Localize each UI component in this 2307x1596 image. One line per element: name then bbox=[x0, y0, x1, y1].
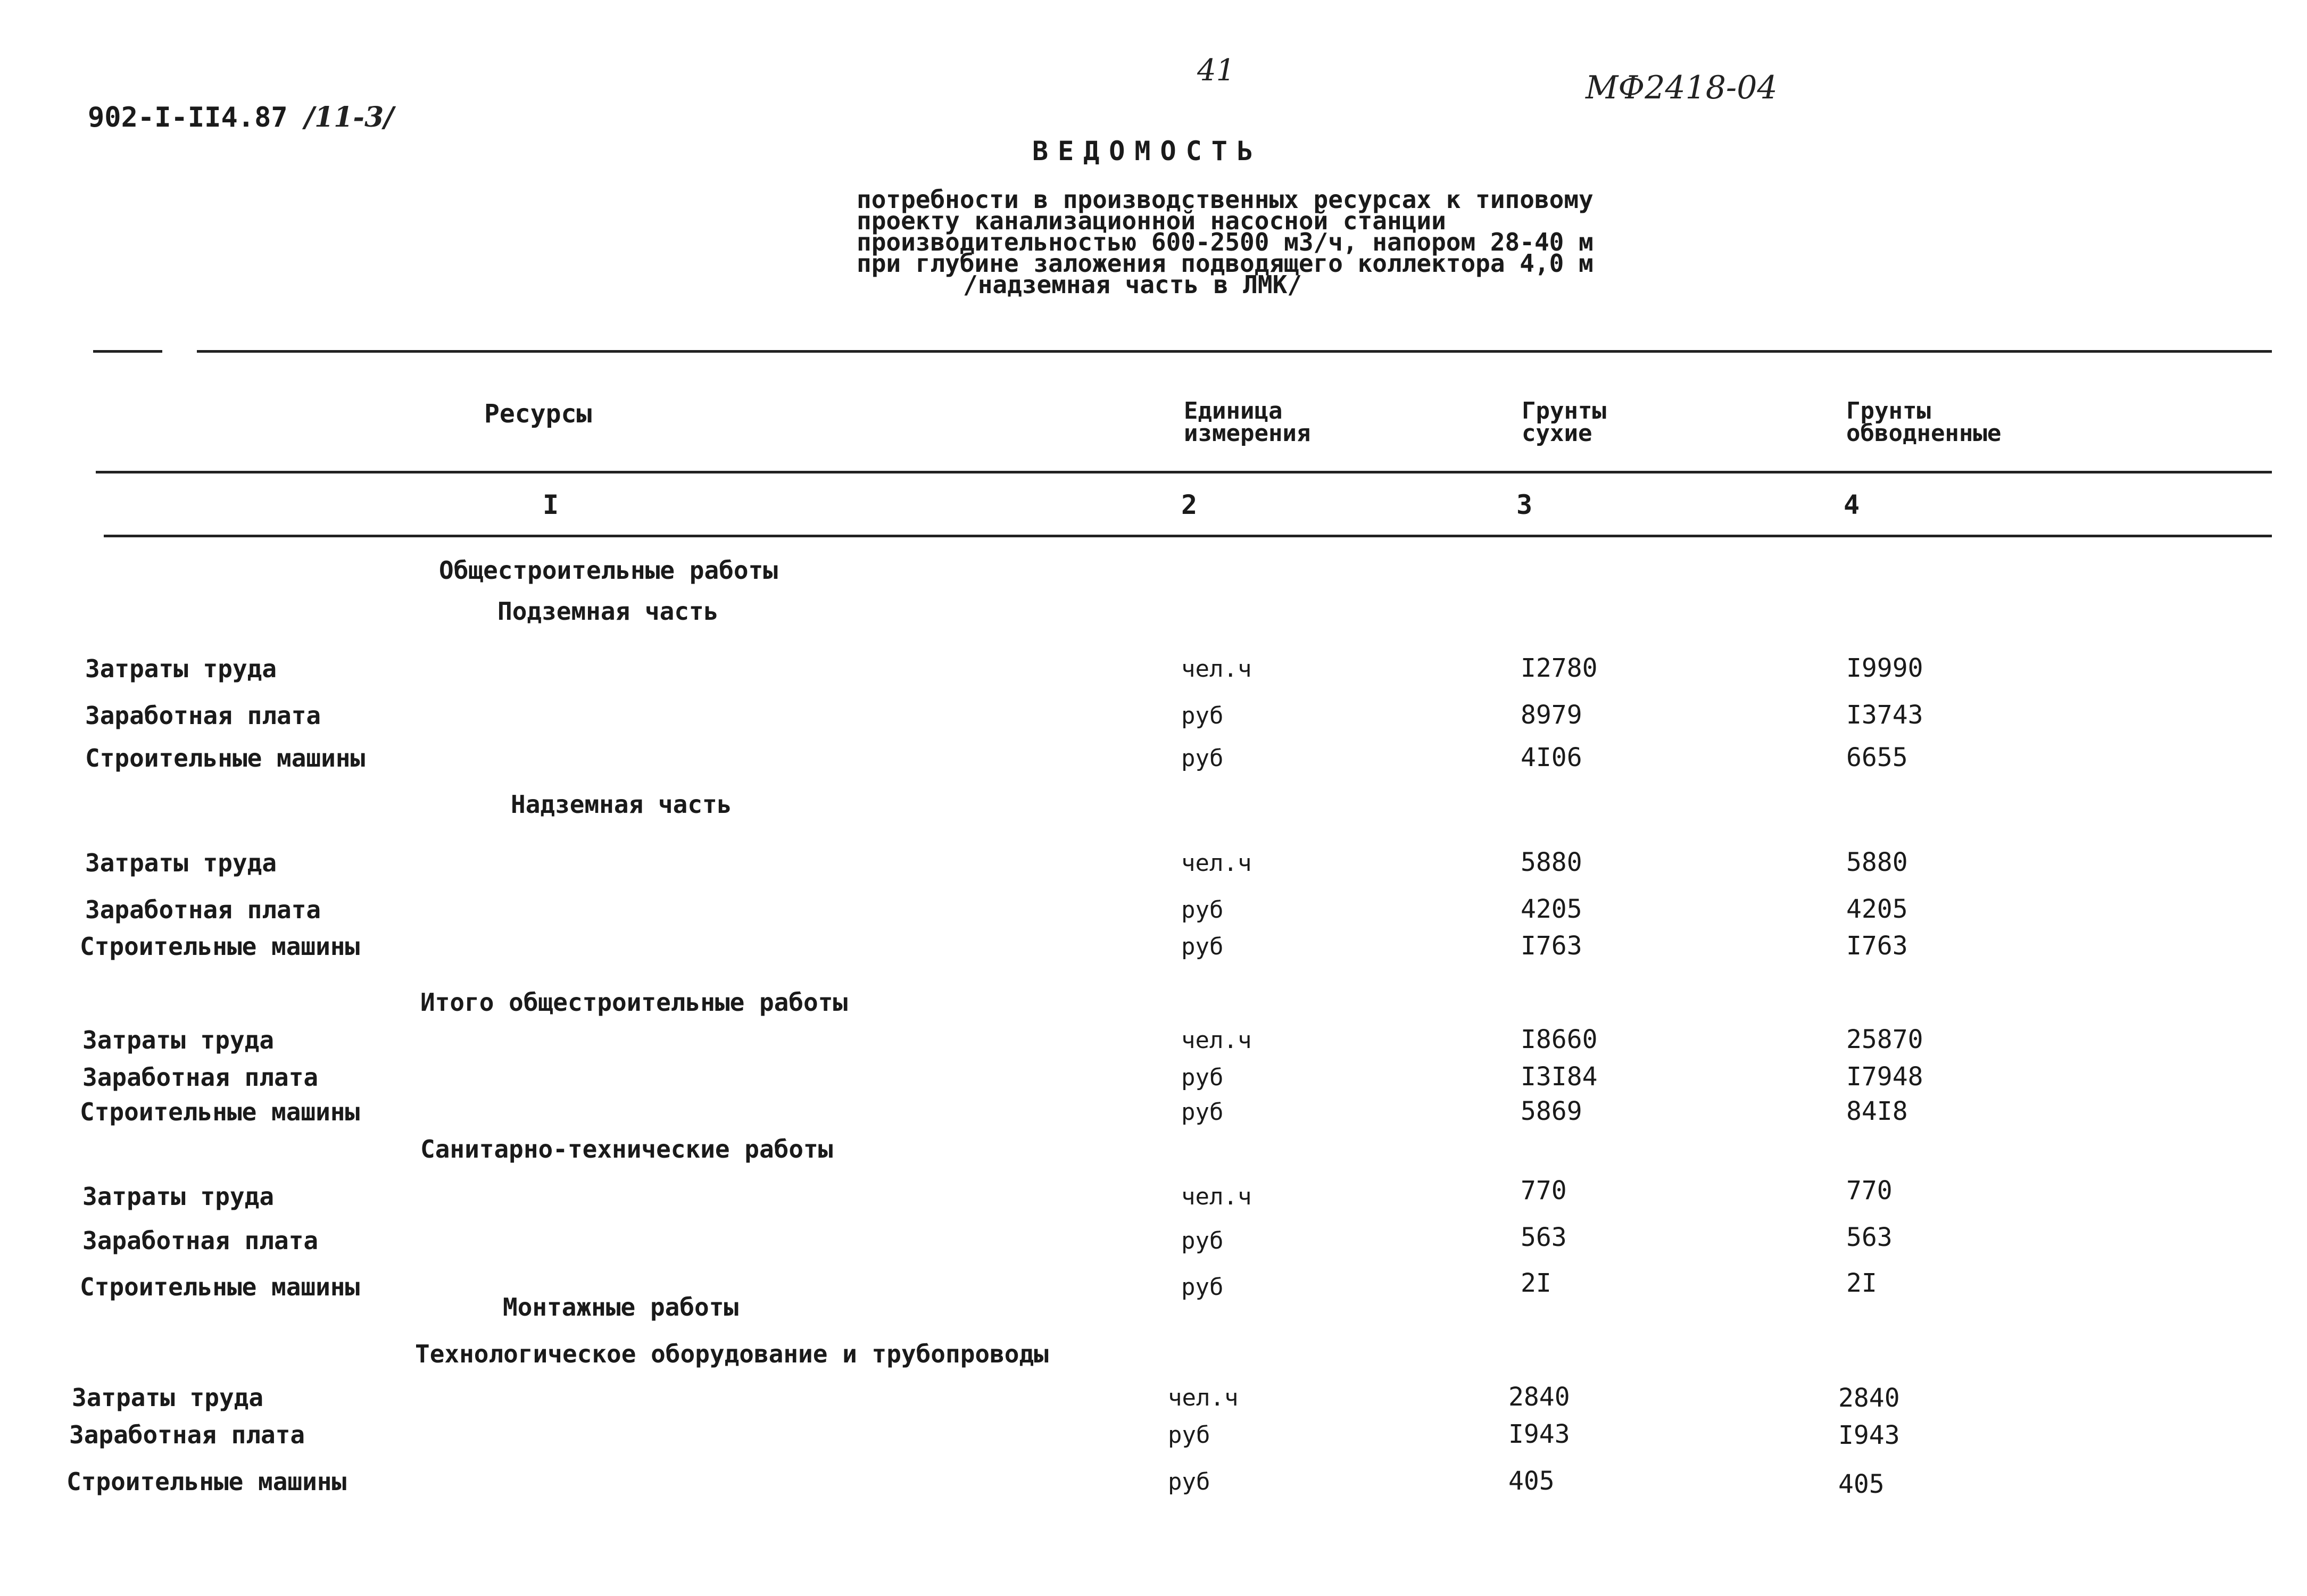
subtitle-line-1: потребности в производственных ресурсах к типовому bbox=[857, 185, 1594, 214]
column-number-rule bbox=[104, 535, 2272, 537]
row-value-wet: 84I8 bbox=[1846, 1096, 1908, 1126]
document-code bbox=[88, 101, 394, 134]
row-value-dry: 5869 bbox=[1521, 1096, 1582, 1126]
row-unit: чел.ч bbox=[1181, 1027, 1252, 1054]
row-unit: чел.ч bbox=[1181, 1183, 1252, 1210]
row-label: Строительные машины bbox=[80, 1098, 360, 1126]
header-wet-line-1: Грунты bbox=[1846, 397, 1931, 425]
section-installation: Монтажные работы bbox=[503, 1293, 739, 1321]
section-sanitary: Санитарно-технические работы bbox=[420, 1135, 833, 1163]
row-value-dry: 8979 bbox=[1521, 700, 1582, 730]
row-unit: руб bbox=[1181, 745, 1224, 772]
row-value-dry: I8660 bbox=[1521, 1025, 1598, 1054]
row-value-dry: 2I bbox=[1521, 1268, 1551, 1298]
handwritten-stamp: МФ2418-04 bbox=[1586, 69, 1778, 106]
subtitle-line-5: /надземная часть в ЛМК/ bbox=[963, 270, 1302, 299]
row-value-dry: I943 bbox=[1508, 1419, 1570, 1449]
row-label: Заработная плата bbox=[82, 1063, 319, 1092]
header-divider-rule bbox=[96, 471, 2272, 473]
row-value-wet: 405 bbox=[1838, 1469, 1885, 1499]
row-value-wet: 563 bbox=[1846, 1223, 1893, 1252]
row-label: Заработная плата bbox=[69, 1420, 305, 1449]
row-value-wet: 2I bbox=[1846, 1268, 1877, 1298]
row-label: Строительные машины bbox=[85, 744, 366, 772]
row-unit: руб bbox=[1181, 1064, 1224, 1091]
row-unit: чел.ч bbox=[1181, 655, 1252, 683]
subtitle-line-3: производительностью 600-2500 м3/ч, напором 28-40 м bbox=[857, 228, 1594, 256]
header-unit-line-1: Единица bbox=[1184, 397, 1283, 425]
column-number-1: I bbox=[543, 489, 559, 520]
section-underground: Подземная часть bbox=[497, 597, 719, 626]
row-unit: руб bbox=[1181, 1274, 1224, 1301]
page-number: 41 bbox=[1197, 53, 1235, 88]
row-value-dry: I2780 bbox=[1521, 653, 1598, 683]
row-value-wet: 5880 bbox=[1846, 847, 1908, 877]
row-label: Заработная плата bbox=[85, 895, 321, 924]
row-value-dry: 4205 bbox=[1521, 894, 1582, 924]
row-unit: руб bbox=[1168, 1468, 1210, 1495]
column-number-4: 4 bbox=[1844, 489, 1860, 520]
row-unit: руб bbox=[1168, 1422, 1210, 1449]
document-code-printed: 902-I-II4.87 bbox=[88, 102, 288, 134]
row-value-dry: 770 bbox=[1521, 1176, 1567, 1206]
document-title: ВЕДОМОСТЬ bbox=[1032, 136, 1263, 167]
row-value-wet: I943 bbox=[1838, 1420, 1900, 1450]
row-unit: чел.ч bbox=[1181, 850, 1252, 877]
column-number-3: 3 bbox=[1516, 489, 1533, 520]
header-dry-line-1: Грунты bbox=[1522, 397, 1606, 425]
row-value-wet: I763 bbox=[1846, 931, 1908, 961]
row-label: Заработная плата bbox=[82, 1226, 319, 1255]
row-label: Затраты труда bbox=[82, 1182, 275, 1211]
row-unit: руб bbox=[1181, 896, 1224, 924]
row-label: Затраты труда bbox=[72, 1383, 264, 1412]
section-total-general: Итого общестроительные работы bbox=[420, 988, 848, 1017]
table-top-rule bbox=[197, 350, 2272, 353]
header-dry-line-2: сухие bbox=[1522, 420, 1592, 447]
row-label: Затраты труда bbox=[82, 1026, 275, 1054]
row-unit: руб bbox=[1181, 933, 1224, 960]
section-above-ground: Надземная часть bbox=[511, 790, 732, 819]
header-resources: Ресурсы bbox=[484, 399, 592, 429]
row-value-wet: 770 bbox=[1846, 1176, 1893, 1206]
row-value-dry: I763 bbox=[1521, 931, 1582, 961]
document-code-handwritten: /11-3/ bbox=[304, 101, 394, 134]
row-value-wet: I3743 bbox=[1846, 700, 1923, 730]
row-label: Затраты труда bbox=[85, 849, 277, 877]
row-value-dry: 5880 bbox=[1521, 847, 1582, 877]
row-label: Затраты труда bbox=[85, 654, 277, 683]
row-value-dry: 4I06 bbox=[1521, 743, 1582, 772]
row-unit: руб bbox=[1181, 1227, 1224, 1254]
row-value-dry: I3I84 bbox=[1521, 1062, 1598, 1092]
header-unit-line-2: измерения bbox=[1184, 420, 1311, 447]
row-value-dry: 2840 bbox=[1508, 1382, 1570, 1412]
row-value-wet: I9990 bbox=[1846, 653, 1923, 683]
row-value-dry: 405 bbox=[1508, 1466, 1555, 1496]
section-tech-equipment: Технологическое оборудование и трубопроводы bbox=[415, 1340, 1049, 1368]
row-unit: руб bbox=[1181, 702, 1224, 729]
subtitle-line-2: проекту канализационной насосной станции bbox=[857, 206, 1446, 235]
section-general-construction: Общестроительные работы bbox=[439, 556, 778, 585]
row-label: Строительные машины bbox=[67, 1467, 347, 1496]
column-number-2: 2 bbox=[1181, 489, 1198, 520]
row-unit: чел.ч bbox=[1168, 1384, 1239, 1411]
header-wet-line-2: обводненные bbox=[1846, 420, 2002, 447]
row-value-wet: 6655 bbox=[1846, 743, 1908, 772]
row-label: Строительные машины bbox=[80, 1273, 360, 1301]
row-value-dry: 563 bbox=[1521, 1223, 1567, 1252]
row-label: Строительные машины bbox=[80, 932, 360, 961]
row-value-wet: 4205 bbox=[1846, 894, 1908, 924]
row-value-wet: I7948 bbox=[1846, 1062, 1923, 1092]
subtitle-line-4: при глубине заложения подводящего коллектора 4,0 м bbox=[857, 249, 1594, 278]
table-top-rule-short bbox=[93, 350, 162, 353]
row-unit: руб bbox=[1181, 1099, 1224, 1126]
row-label: Заработная плата bbox=[85, 701, 321, 730]
row-value-wet: 25870 bbox=[1846, 1025, 1923, 1054]
row-value-wet: 2840 bbox=[1838, 1383, 1900, 1413]
